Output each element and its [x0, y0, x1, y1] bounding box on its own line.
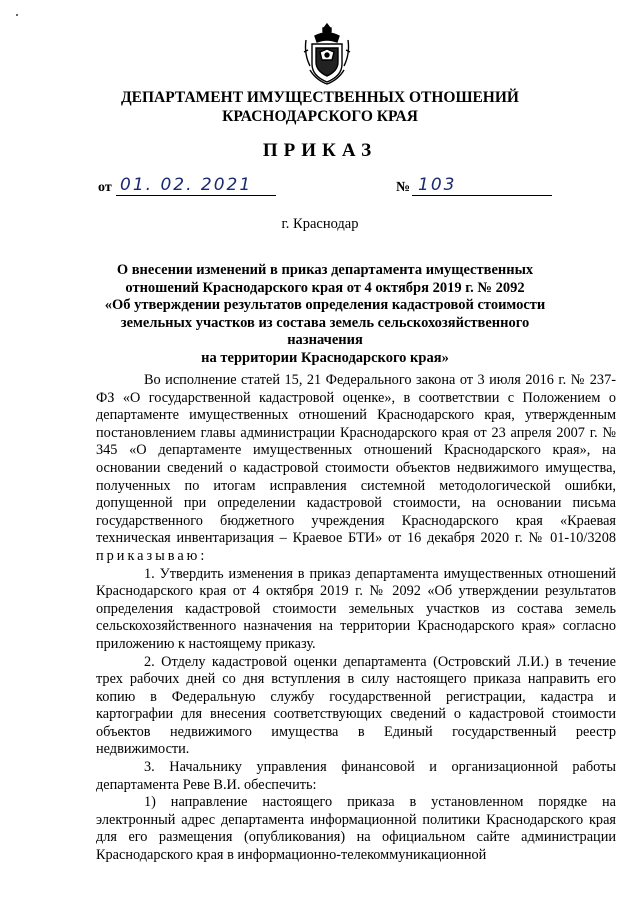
- subject-line: на территории Краснодарского края»: [201, 349, 449, 366]
- scan-speck: [16, 14, 18, 16]
- item-3-1-paragraph: 1) направление настоящего приказа в установленном порядке на электронный адрес департамента информационной политики Краснодарского края для его размещения (опубликования) на официальном сайте администрации Краснодарского края в информационно-телекоммуникационной: [96, 794, 616, 864]
- order-title: ПРИКАЗ: [262, 140, 378, 161]
- date-prefix: от: [98, 180, 112, 195]
- department-name-line1: ДЕПАРТАМЕНТ ИМУЩЕСТВЕННЫХ ОТНОШЕНИЙ: [121, 89, 519, 106]
- handwritten-date: 01. 02. 2021: [120, 175, 253, 195]
- order-body: [96, 372, 616, 865]
- intro-text: Во исполнение статей 15, 21 Федерального закона от 3 июля 2016 г. № 237-ФЗ «О государственной кадастровой оценке», в соответствии с Положением о департаменте имущественных отношений Краснодарского края, утвержденным постановлением главы администрации Краснодарского края от 23 апреля 2007 г. № 345 «О департаменте имущественных отношений Краснодарского края», на основании сведений о кадастровой стоимости объектов недвижимого имущества, полученных по итогам исправления системной методологической ошибки, допущенной при определении кадастровой стоимости, на основании письма государственного бюджетного учреждения Краснодарского края «Краевая техническая инвентаризация – Краевое БТИ» от 16 декабря 2020 г. № 01-10/3208: [96, 372, 616, 547]
- order-date-number-row: [98, 174, 558, 198]
- subject-line: отношений Краснодарского края от 4 октября 2019 г. № 2092: [125, 279, 525, 296]
- subject-line: земельных участков из состава земель сельскохозяйственного назначения: [120, 314, 530, 348]
- date-underline: [116, 195, 276, 196]
- city: г. Краснодар: [281, 216, 359, 232]
- item-2-paragraph: 2. Отделу кадастровой оценки департамента (Островский Л.И.) в течение трех рабочих дней со дня вступления в силу настоящего приказа направить его копию в Федеральную службу государственной регистрации, кадастра и картографии для внесения соответствующих сведений о кадастровой стоимости объектов недвижимого имущества в Единый государственный реестр недвижимости.: [96, 653, 616, 758]
- handwritten-number: 103: [418, 175, 457, 195]
- department-name-line2: КРАСНОДАРСКОГО КРАЯ: [222, 108, 418, 125]
- department-name: [0, 88, 640, 126]
- subject-line: «Об утверждении результатов определения кадастровой стоимости: [104, 297, 546, 313]
- item-3-paragraph: 3. Начальнику управления финансовой и организационной работы департамента Реве В.И. обеспечить:: [96, 759, 616, 793]
- item-1-paragraph: 1. Утвердить изменения в приказ департамента имущественных отношений Краснодарского края от 4 октября 2019 г. № 2092 «Об утверждении результатов определения кадастровой стоимости земельных участков из состава земель сельскохозяйственного назначения на территории Краснодарского края» согласно приложению к настоящему приказу.: [96, 565, 616, 652]
- intro-paragraph: [96, 372, 616, 566]
- number-underline: [412, 195, 552, 196]
- subject-line: О внесении изменений в приказ департамента имущественных: [116, 262, 534, 278]
- coat-of-arms-icon: [302, 22, 352, 86]
- order-word: приказываю:: [96, 547, 208, 564]
- number-prefix: №: [396, 180, 411, 195]
- order-subject: [90, 262, 560, 367]
